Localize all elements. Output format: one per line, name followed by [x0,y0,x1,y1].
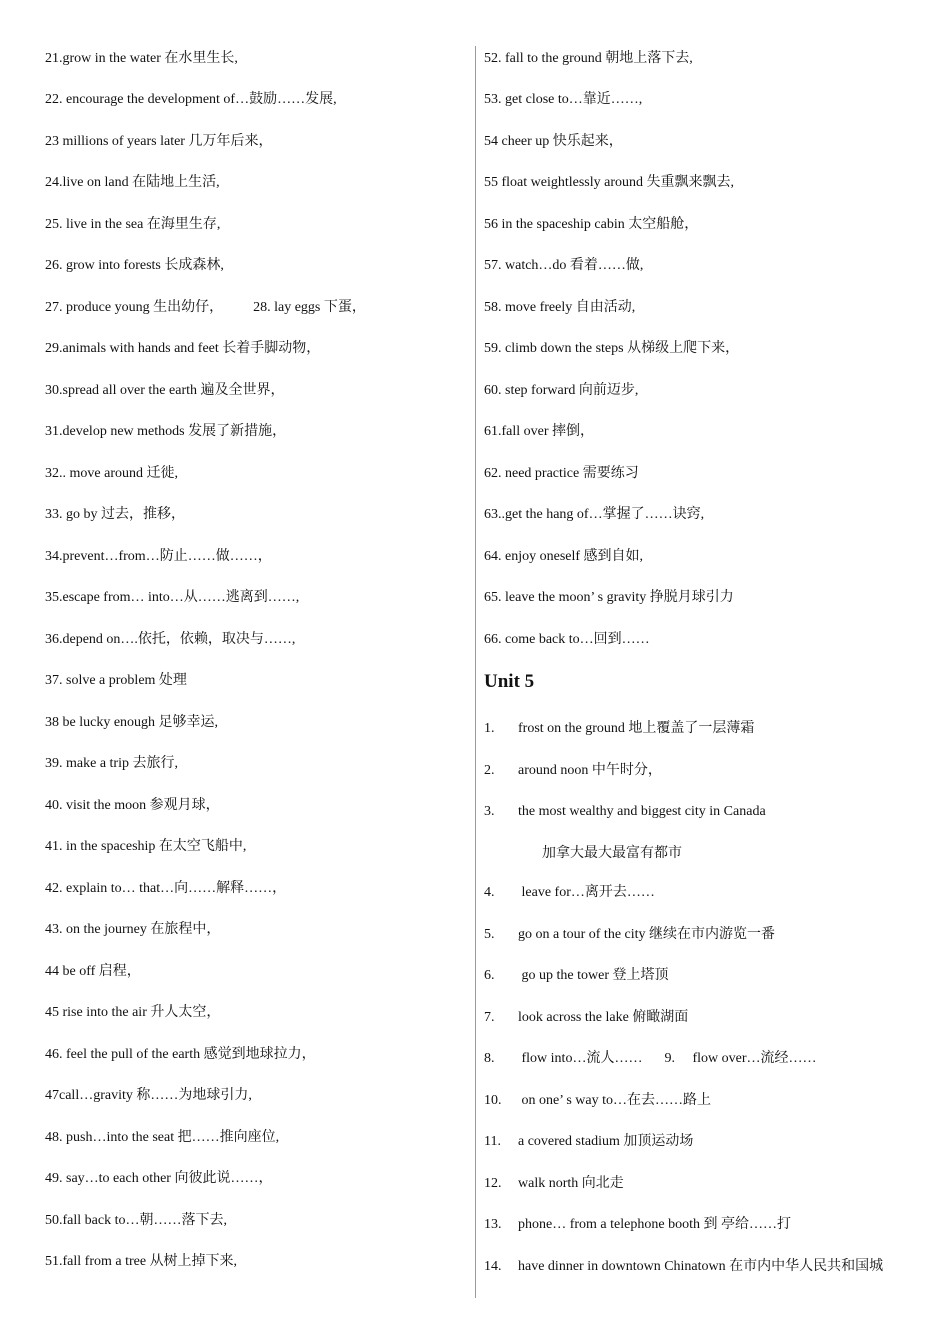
unit5-item [484,762,662,780]
unit5-item [484,884,655,902]
item-number: 14. [484,1259,502,1274]
item-text: on one’ s way to…在去……路上 [518,1093,711,1108]
item-number: 10. [484,1093,502,1108]
item-number: 5. [484,927,495,942]
phrase-item: 38 be lucky enough 足够幸运, [45,715,219,730]
item-text: flow into…流人…… [518,1051,643,1066]
item-number: 3. [484,804,495,819]
item-text: the most wealthy and biggest city in Canada [518,804,766,819]
item-number: 7. [484,1010,495,1025]
unit-heading: Unit 5 [484,671,535,692]
phrase-item: 23 millions of years later 几万年后来， [45,134,273,149]
unit5-item [484,1175,624,1193]
phrase-item: 32.. move around 迁徙, [45,466,178,481]
item-text: go on a tour of the city 继续在市内游览一番 [518,927,776,942]
item-text: a covered stadium 加顶运动场 [518,1134,694,1149]
unit5-item [484,1050,817,1068]
phrase-item: 29.animals with hands and feet 长着手脚动物， [45,341,321,356]
item-text: frost on the ground 地上覆盖了一层薄霜 [518,721,755,736]
phrase-item: 50.fall back to…朝……落下去, [45,1213,227,1228]
unit5-item [484,1258,883,1276]
phrase-item: 24.live on land 在陆地上生活, [45,175,220,190]
phrase-item: 22. encourage the development of…鼓励……发展, [45,92,337,107]
phrase-item: 39. make a trip 去旅行, [45,756,178,771]
phrase-item: 33. go by 过去，推移， [45,507,185,522]
phrase-item: 55 float weightlessly around 失重飘来飘去, [484,175,735,190]
unit5-item [484,1216,791,1234]
phrase-item: 49. say…to each other 向彼此说……， [45,1171,273,1186]
phrase-item: 62. need practice 需要练习 [484,466,639,481]
item-number: 9. [664,1051,675,1066]
phrase-item: 34.prevent…from…防止……做……， [45,549,272,564]
phrase-item: 61.fall over 摔倒， [484,424,595,439]
phrase-item: 26. grow into forests 长成森林, [45,258,224,273]
item-text: leave for…离开去…… [518,885,655,900]
phrase-item: 37. solve a problem 处理 [45,673,187,688]
phrase-item: 46. feel the pull of the earth 感觉到地球拉力， [45,1047,316,1062]
phrase-item: 40. visit the moon 参观月球， [45,798,220,813]
phrase-row [45,299,366,317]
phrase-item: 43. on the journey 在旅程中， [45,922,221,937]
phrase-item: 28. lay eggs 下蛋， [253,300,366,315]
phrase-item: 53. get close to…靠近……, [484,92,643,107]
phrase-item: 45 rise into the air 升人太空， [45,1005,221,1020]
column-divider [475,46,476,1298]
phrase-item: 57. watch…do 看着……做, [484,258,644,273]
item-text: around noon 中午时分， [518,763,662,778]
item-text: phone… from a telephone booth 到 亭给……打 [518,1217,791,1232]
phrase-item: 63..get the hang of…掌握了……诀窍, [484,507,705,522]
unit5-item [484,1009,688,1027]
phrase-item: 31.develop new methods 发展了新措施， [45,424,287,439]
unit5-item [484,720,754,738]
item-text: flow over…流经…… [692,1051,817,1066]
phrase-item: 41. in the spaceship 在太空飞船中, [45,839,247,854]
phrase-item: 47call…gravity 称……为地球引力, [45,1088,252,1103]
unit5-item [484,803,766,821]
item-text: go up the tower 登上塔顶 [518,968,669,983]
unit5-item [484,967,668,985]
unit5-item [484,1133,693,1151]
phrase-item: 44 be off 启程， [45,964,141,979]
phrase-item: 60. step forward 向前迈步, [484,383,639,398]
phrase-item: 54 cheer up 快乐起来， [484,134,623,149]
unit5-item [484,1092,711,1110]
phrase-item: 51.fall from a tree 从树上掉下来, [45,1254,238,1269]
unit5-item-continuation: 加拿大最大最富有都市 [542,846,682,861]
item-text: walk north 向北走 [518,1176,624,1191]
phrase-item: 25. live in the sea 在海里生存, [45,217,221,232]
phrase-item: 56 in the spaceship cabin 太空船舱， [484,217,699,232]
phrase-item: 48. push…into the seat 把……推向座位, [45,1130,280,1145]
item-text: look across the lake 俯瞰湖面 [518,1010,689,1025]
item-text: have dinner in downtown Chinatown 在市内中华人民共和国城 [518,1259,884,1274]
phrase-item: 35.escape from… into…从……逃离到……, [45,590,300,605]
item-number: 2. [484,763,495,778]
item-number: 11. [484,1134,501,1149]
item-number: 12. [484,1176,502,1191]
phrase-item: 64. enjoy oneself 感到自如, [484,549,644,564]
phrase-item: 58. move freely 自由活动, [484,300,636,315]
phrase-item: 21.grow in the water 在水里生长, [45,51,238,66]
phrase-item: 27. produce young 生出幼仔， [45,300,224,315]
phrase-item: 65. leave the moon’ s gravity 挣脱月球引力 [484,590,734,605]
phrase-item: 59. climb down the steps 从梯级上爬下来， [484,341,740,356]
item-number: 6. [484,968,495,983]
item-number: 13. [484,1217,502,1232]
phrase-item: 30.spread all over the earth 遍及全世界， [45,383,285,398]
phrase-item: 66. come back to…回到…… [484,632,650,647]
phrase-item: 42. explain to… that…向……解释……， [45,881,287,896]
item-number: 4. [484,885,495,900]
item-number: 1. [484,721,495,736]
phrase-item: 52. fall to the ground 朝地上落下去, [484,51,693,66]
unit5-item [484,926,775,944]
item-number: 8. [484,1051,495,1066]
phrase-item: 36.depend on….依托，依赖，取决与……, [45,632,296,647]
